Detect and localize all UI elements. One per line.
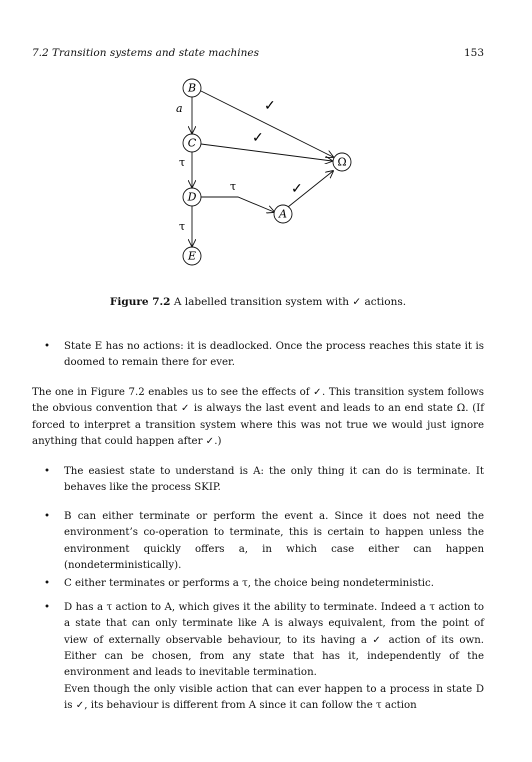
node-b-label: B	[187, 81, 197, 95]
bullet-dot: •	[44, 511, 51, 522]
bullet-text: B can either terminate or perform the event a. Since it does not need the environment’s co-operation to terminate, this is certain to happen unless the environment quickly offers a, in which case either can happen (nondeterministically).	[64, 511, 484, 571]
bullet-dot: •	[44, 602, 51, 613]
bullet-dot: •	[44, 578, 51, 589]
bullet-state-e	[44, 339, 484, 372]
bullet-text: State E has no actions: it is deadlocked. Once the process reaches this state it is doomed to remain there for ever.	[64, 341, 484, 369]
label-c-d: τ	[179, 156, 186, 169]
continuation-paragraph: Even though the only visible action that can ever happen to a process in state D is ✓, its behaviour is different from A since it can follow the τ action	[64, 684, 484, 712]
node-a-label: A	[279, 207, 287, 221]
tick-a-omega: ✓	[291, 181, 303, 197]
bullet-state-b	[44, 509, 484, 574]
node-omega-label: Ω	[337, 155, 347, 169]
caption-label: Figure 7.2	[109, 296, 171, 308]
node-b	[183, 79, 201, 97]
node-c-label: C	[187, 136, 197, 150]
tick-b-omega: ✓	[264, 98, 276, 114]
node-a	[274, 205, 292, 223]
bullet-state-d	[44, 600, 484, 681]
bullet-state-c	[44, 576, 484, 592]
bullet-text: C either terminates or performs a τ, the choice being nondeterministic.	[64, 578, 434, 589]
label-b-c: a	[176, 102, 183, 115]
bullet-text: D has a τ action to A, which gives it the ability to terminate. Indeed a τ action to a state that can only terminate like A is always equivalent, from the point of view of externally observable behaviour, to its having a ✓ action of its own. Either can be chosen, from any state that has it, independently of the environment and leads to inevitable termination.	[64, 602, 484, 679]
tick-c-omega: ✓	[252, 130, 264, 146]
bullet-state-a	[44, 464, 484, 497]
node-d	[183, 188, 201, 206]
figure-caption	[32, 296, 484, 308]
node-c	[183, 134, 201, 152]
node-e-label: E	[187, 249, 197, 263]
bullet-dot: •	[44, 341, 51, 352]
bullet-dot: •	[44, 466, 51, 477]
page-number: 153	[463, 47, 484, 59]
body-paragraph: The one in Figure 7.2 enables us to see the effects of ✓. This transition system follows the obvious convention that ✓ is always the last event and leads to an end state Ω. (If forced to interpret a transition system where this was not true we would just ignore anything that could happen after ✓.)	[32, 387, 484, 447]
node-e	[183, 247, 201, 265]
label-d-a: τ	[230, 180, 237, 193]
section-title: 7.2 Transition systems and state machines	[32, 47, 259, 59]
bullet-text: The easiest state to understand is A: the only thing it can do is terminate. It behaves like the process SKIP.	[64, 466, 484, 494]
label-d-e: τ	[179, 220, 186, 233]
transition-diagram	[0, 0, 532, 300]
node-omega	[333, 153, 351, 171]
node-d-label: D	[187, 190, 197, 204]
edge-d-a	[201, 197, 274, 212]
caption-text: A labelled transition system with ✓ actions.	[170, 296, 407, 308]
